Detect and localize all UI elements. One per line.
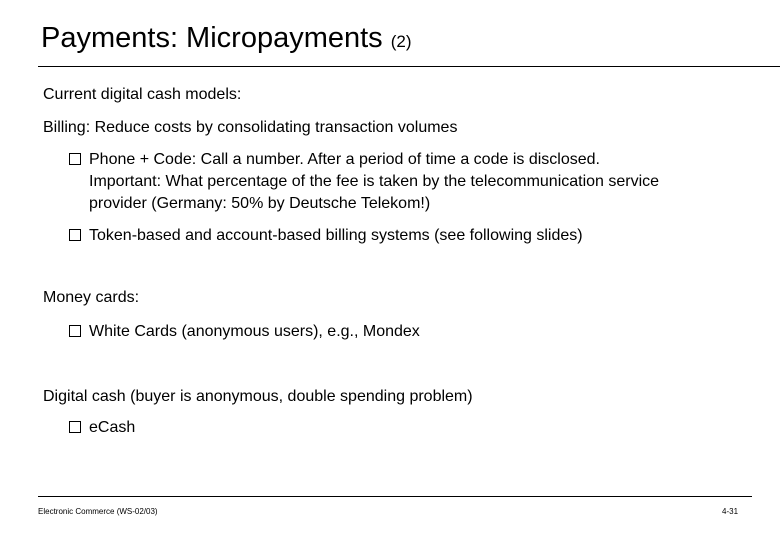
checkbox-bullet-icon (69, 325, 81, 337)
section-term: Digital cash (43, 388, 126, 405)
list-item-line: Phone + Code: Call a number. After a period of time a code is disclosed. (89, 151, 600, 168)
footer-page-number: 4-31 (722, 507, 739, 516)
footer-course-label: Electronic Commerce (WS-02/03) (38, 507, 158, 516)
section-description: : Reduce costs by consolidating transaction volumes (85, 119, 458, 136)
slide-title-suffix: (2) (390, 32, 412, 51)
list-item-line: White Cards (anonymous users), e.g., Mondex (89, 323, 420, 340)
checkbox-bullet-icon (69, 153, 81, 165)
section-heading-billing (43, 120, 457, 136)
slide-title (41, 24, 412, 53)
section-term: Money cards (43, 289, 135, 306)
section-term: Billing (43, 119, 86, 136)
title-divider (38, 66, 780, 67)
slide-title-main: Payments: Micropayments (41, 22, 383, 54)
section-heading-digital-cash (43, 389, 473, 405)
list-item-line: Token-based and account-based billing systems (see following slides) (89, 227, 583, 244)
section-heading-money-cards (43, 290, 139, 306)
section-description: (buyer is anonymous, double spending problem) (125, 388, 473, 405)
checkbox-bullet-icon (69, 229, 81, 241)
intro-text: Current digital cash models: (43, 86, 242, 103)
list-item-line: eCash (89, 419, 136, 436)
list-item-line: provider (Germany: 50% by Deutsche Telekom!) (89, 195, 431, 212)
list-item-line: Important: What percentage of the fee is taken by the telecommunication service (89, 173, 660, 190)
checkbox-bullet-icon (69, 421, 81, 433)
section-description: : (134, 289, 140, 306)
footer-divider (38, 496, 752, 497)
